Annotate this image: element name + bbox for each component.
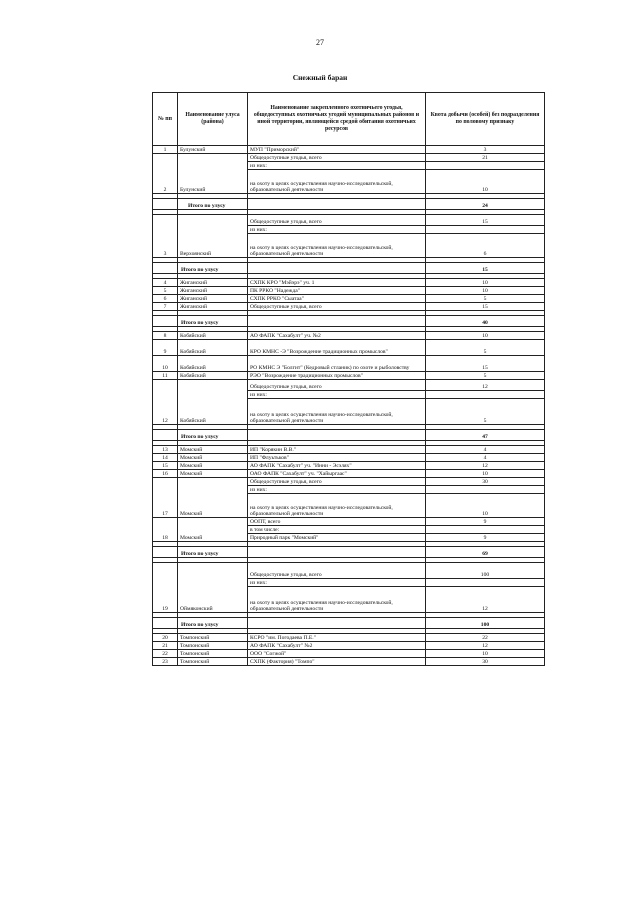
row-quota: 4 <box>426 454 545 462</box>
row-ulus: Булунский <box>178 146 248 154</box>
table-row <box>153 462 545 470</box>
total-label: Итого по улусу <box>178 263 248 274</box>
row-quota: 5 <box>426 340 545 356</box>
row-land: на охоту в целях осуществления научно-исследовательской, образовательной деятельности <box>248 494 426 518</box>
row-land: КРО КМНС -Э "Возрождение традиционных промыслов" <box>248 340 426 356</box>
row-quota: 10 <box>426 279 545 287</box>
total-quota: 24 <box>426 199 545 210</box>
table-row <box>153 563 545 579</box>
row-land: на охоту в целях осуществления научно-исследовательской, образовательной деятельности <box>248 587 426 613</box>
total-quota: 15 <box>426 263 545 274</box>
row-land: из них: <box>248 162 426 170</box>
row-num: 5 <box>153 287 178 295</box>
row-num: 6 <box>153 295 178 303</box>
row-quota: 12 <box>426 642 545 650</box>
table-row <box>153 658 545 666</box>
row-num: 23 <box>153 658 178 666</box>
ulus-total-row <box>153 199 545 210</box>
row-land: МУП "Приморский" <box>248 146 426 154</box>
row-quota: 22 <box>426 634 545 642</box>
row-land: ОАО ФАПК "Сахабулт" уч. "Хайыргаас" <box>248 470 426 478</box>
table-row <box>153 518 545 526</box>
row-num: 4 <box>153 279 178 287</box>
row-ulus: Жиганский <box>178 287 248 295</box>
row-quota: 5 <box>426 372 545 380</box>
row-quota: 15 <box>426 303 545 311</box>
ulus-total-row <box>153 618 545 629</box>
row-quota: 9 <box>426 518 545 526</box>
table-row <box>153 478 545 486</box>
table-row <box>153 356 545 372</box>
row-quota: 10 <box>426 650 545 658</box>
row-quota: 10 <box>426 287 545 295</box>
ulus-total-row <box>153 263 545 274</box>
total-label: Итого по улусу <box>178 199 248 210</box>
row-ulus: Жиганский <box>178 279 248 287</box>
row-ulus: Кобяйский <box>178 340 248 356</box>
row-land: ИП "Флуьтьков" <box>248 454 426 462</box>
total-quota: 40 <box>426 316 545 327</box>
row-ulus: Момский <box>178 470 248 478</box>
total-quota: 69 <box>426 547 545 558</box>
total-quota: 100 <box>426 618 545 629</box>
row-num: 1 <box>153 146 178 154</box>
row-quota: 100 <box>426 563 545 579</box>
row-num: 22 <box>153 650 178 658</box>
table-row <box>153 372 545 380</box>
row-land: АО ФАПК "Сахабулт" №2 <box>248 642 426 650</box>
row-ulus: Жиганский <box>178 295 248 303</box>
row-quota: 12 <box>426 462 545 470</box>
row-num: 11 <box>153 372 178 380</box>
row-land: Общедоступные угодья, всего <box>248 380 426 391</box>
row-num: 13 <box>153 446 178 454</box>
row-land: из них: <box>248 486 426 494</box>
row-ulus: Кобяйский <box>178 380 248 425</box>
row-num: 15 <box>153 462 178 470</box>
ulus-total-row <box>153 430 545 441</box>
row-land: СХПК КРО "Мэйэрэ" уч. 1 <box>248 279 426 287</box>
table-row <box>153 154 545 162</box>
row-quota: 10 <box>426 170 545 194</box>
row-ulus: Момский <box>178 518 248 542</box>
row-land: РЭО "Возрождение традиционных промыслов" <box>248 372 426 380</box>
row-quota: 15 <box>426 356 545 372</box>
row-num: 14 <box>153 454 178 462</box>
total-label: Итого по улусу <box>178 316 248 327</box>
row-land: ПК РРКО "Надежда" <box>248 287 426 295</box>
row-num: 10 <box>153 356 178 372</box>
row-quota: 3 <box>426 146 545 154</box>
row-num: 2 <box>153 154 178 194</box>
row-land: Общедоступные угодья, всего <box>248 215 426 226</box>
table-row <box>153 215 545 226</box>
row-quota: 5 <box>426 295 545 303</box>
row-ulus: Булунский <box>178 154 248 194</box>
header-land: Наименование закрепленного охотничьего угодья, общедоступных охотничьих угодий муниципальных районов и иной территории, являющейся средой обитания охотничьих ресурсов <box>248 93 426 146</box>
row-num: 3 <box>153 215 178 258</box>
row-num: 19 <box>153 563 178 613</box>
row-land: АО ФАПК "Сахабулт" уч. "Инни - Эсэлях" <box>248 462 426 470</box>
row-quota: 12 <box>426 587 545 613</box>
table-row <box>153 454 545 462</box>
total-quota: 47 <box>426 430 545 441</box>
ulus-total-row <box>153 316 545 327</box>
row-quota: 4 <box>426 446 545 454</box>
row-land: на охоту в целях осуществления научно-исследовательской, образовательной деятельности <box>248 170 426 194</box>
row-num: 12 <box>153 380 178 425</box>
row-quota: 10 <box>426 470 545 478</box>
row-quota: 30 <box>426 478 545 486</box>
row-ulus: Верхоянский <box>178 215 248 258</box>
row-quota: 12 <box>426 380 545 391</box>
page-number: 27 <box>316 38 324 47</box>
header-quota: Квота добычи (особей) без подразделения по половому признаку <box>426 93 545 146</box>
row-quota: 30 <box>426 658 545 666</box>
row-land: из них: <box>248 226 426 234</box>
row-num: 21 <box>153 642 178 650</box>
row-quota: 10 <box>426 494 545 518</box>
header-num: № пп <box>153 93 178 146</box>
row-ulus: Кобяйский <box>178 356 248 372</box>
quota-table <box>152 92 545 666</box>
table-row <box>153 642 545 650</box>
ulus-total-row <box>153 547 545 558</box>
row-land: СХПК РРКО "Сыатаа" <box>248 295 426 303</box>
row-quota: 21 <box>426 154 545 162</box>
total-label: Итого по улусу <box>178 618 248 629</box>
table-row <box>153 287 545 295</box>
row-num: 8 <box>153 332 178 340</box>
row-num: 16 <box>153 470 178 478</box>
table-row <box>153 279 545 287</box>
row-ulus: Жиганский <box>178 303 248 311</box>
row-quota: 6 <box>426 234 545 258</box>
row-land: АО ФАПК "Сахабулт" уч. №2 <box>248 332 426 340</box>
table-row <box>153 470 545 478</box>
row-ulus: Томпонский <box>178 650 248 658</box>
row-ulus: Кобяйский <box>178 372 248 380</box>
row-land: Общедоступные угодья, всего <box>248 478 426 486</box>
row-land: КСРО "им. Погодаева П.Е." <box>248 634 426 642</box>
row-land: ООПТ, всего <box>248 518 426 526</box>
table-row <box>153 295 545 303</box>
row-ulus: Кобяйский <box>178 332 248 340</box>
row-land: РО КМНС Э "Болгит" (Кедровый стланик) по охоте и рыболовству <box>248 356 426 372</box>
row-quota: 10 <box>426 332 545 340</box>
row-land: на охоту в целях осуществления научно-исследовательской, образовательной деятельности <box>248 399 426 425</box>
table-row <box>153 634 545 642</box>
row-land: Природный парк "Момский" <box>248 534 426 542</box>
row-quota: 5 <box>426 399 545 425</box>
table-row <box>153 650 545 658</box>
header-ulus: Наименование улуса (района) <box>178 93 248 146</box>
row-ulus: Момский <box>178 462 248 470</box>
row-ulus: Томпонский <box>178 658 248 666</box>
total-label: Итого по улусу <box>178 430 248 441</box>
row-ulus: Оймяконский <box>178 563 248 613</box>
table-row <box>153 332 545 340</box>
row-quota: 9 <box>426 534 545 542</box>
row-land: в том числе: <box>248 526 426 534</box>
row-land: Общедоступные угодья, всего <box>248 154 426 162</box>
document-title: Снежный баран <box>292 73 348 82</box>
row-ulus: Момский <box>178 478 248 518</box>
row-num: 9 <box>153 340 178 356</box>
row-land: из них: <box>248 579 426 587</box>
table-row <box>153 340 545 356</box>
row-num: 18 <box>153 518 178 542</box>
row-land: Общедоступные угодья, всего <box>248 303 426 311</box>
row-land: Общедоступные угодья, всего <box>248 563 426 579</box>
row-num: 7 <box>153 303 178 311</box>
table-row <box>153 446 545 454</box>
row-land: на охоту в целях осуществления научно-исследовательской, образовательной деятельности <box>248 234 426 258</box>
table-header <box>153 93 545 146</box>
row-num: 20 <box>153 634 178 642</box>
row-land: ИП "Корякин В.В." <box>248 446 426 454</box>
row-land: СХПК (Фактория) "Томпо" <box>248 658 426 666</box>
table-row <box>153 146 545 154</box>
row-quota: 15 <box>426 215 545 226</box>
row-ulus: Томпонский <box>178 634 248 642</box>
row-land: из них: <box>248 391 426 399</box>
table-row <box>153 303 545 311</box>
total-label: Итого по улусу <box>178 547 248 558</box>
row-ulus: Томпонский <box>178 642 248 650</box>
table-row <box>153 380 545 391</box>
row-land: ООО "Согжой" <box>248 650 426 658</box>
row-ulus: Момский <box>178 446 248 454</box>
row-ulus: Момский <box>178 454 248 462</box>
row-num: 17 <box>153 478 178 518</box>
